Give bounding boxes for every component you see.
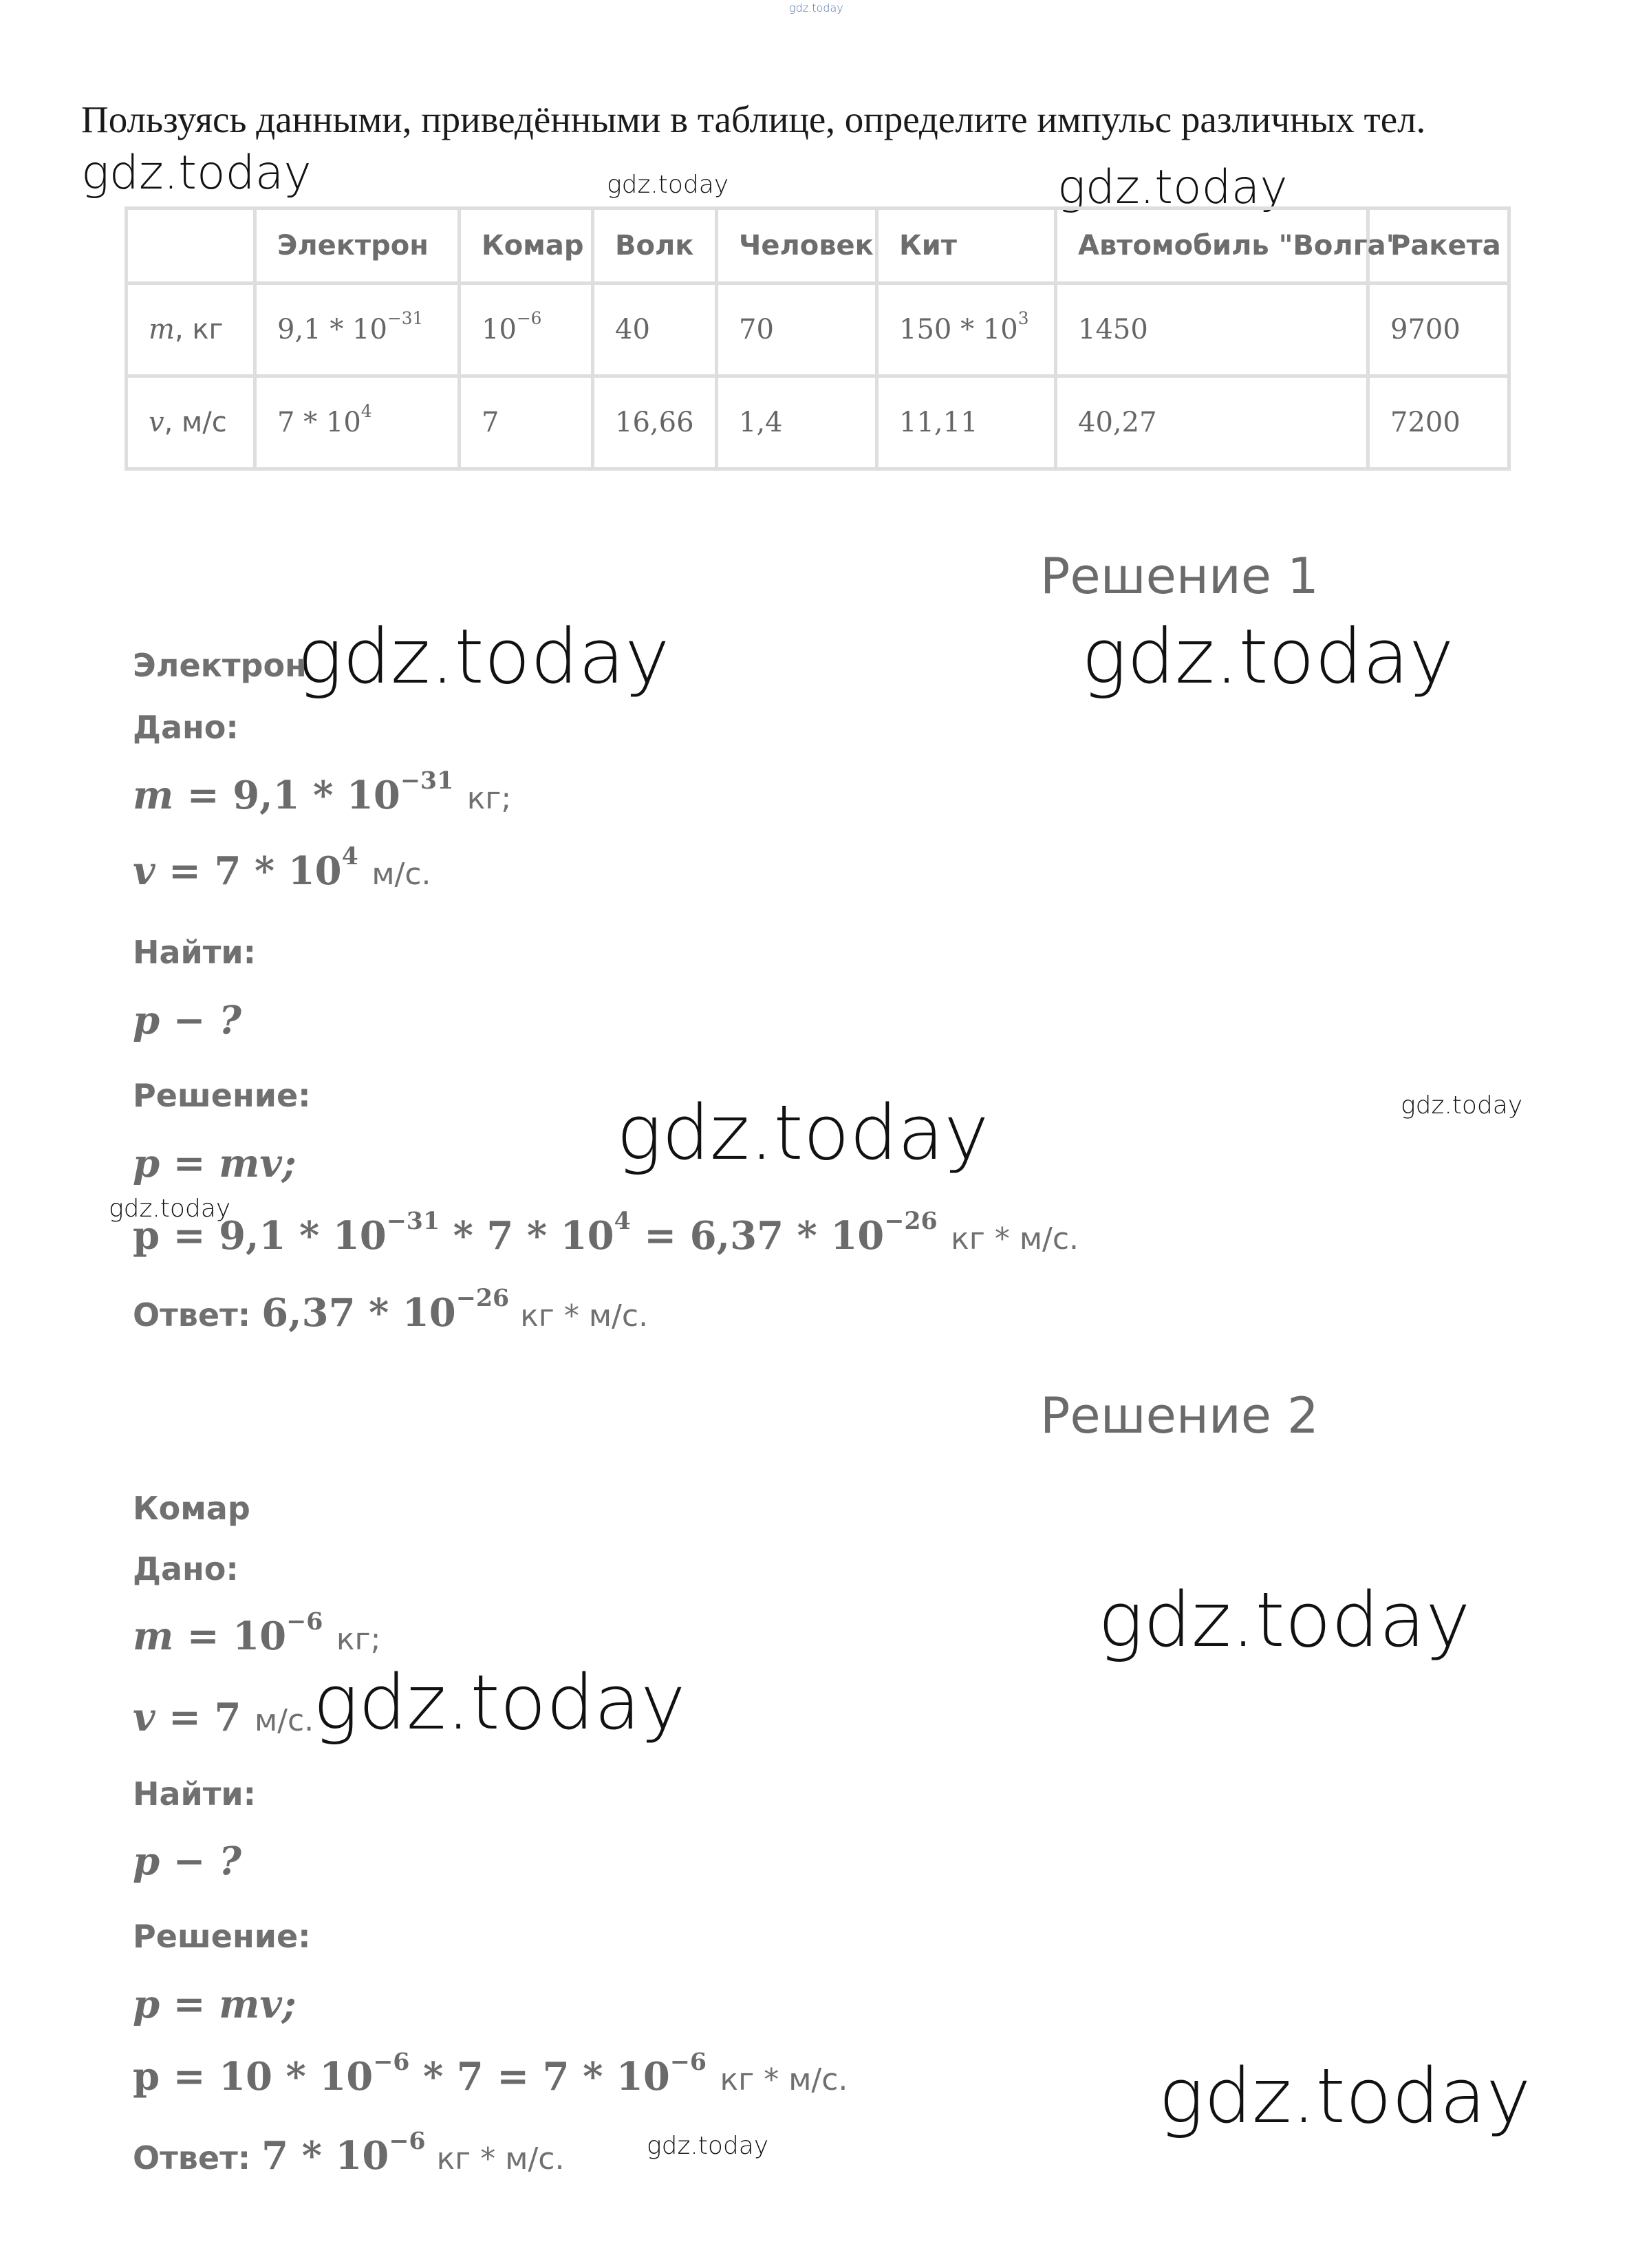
table-cell: 11,11 [877, 376, 1056, 469]
body-name: Комар [133, 1490, 250, 1527]
body-name: Электрон [133, 647, 307, 684]
table-cell: $10^{-6}$ [460, 284, 593, 376]
solution-label: Решение: [133, 1077, 311, 1114]
find-value: p − ? [133, 998, 241, 1043]
table-header-cell: Электрон [255, 208, 460, 284]
table-header-row [127, 208, 1509, 284]
table-header-cell: Кит [877, 208, 1056, 284]
watermark-text: gdz.today [616, 1089, 989, 1177]
given-label: Дано: [133, 709, 239, 746]
watermark-text: gdz.today [1057, 160, 1288, 215]
watermark-text: gdz.today [647, 2132, 769, 2160]
watermark-text: gdz.today [109, 1195, 231, 1223]
table-cell: 16,66 [593, 376, 717, 469]
given-velocity: $v = 7 * 10^4$ м/с. [133, 842, 431, 894]
calculation: $p = 10 * 10^{-6} * 7 = 7 * 10^{-6}$ кг * м/с. [133, 2047, 848, 2099]
formula: p = mv; [133, 1982, 297, 2027]
find-value: p − ? [133, 1839, 241, 1884]
given-mass: $m = 10^{-6}$ кг; [133, 1607, 381, 1659]
table-row-mass [127, 284, 1509, 376]
table-cell: 9700 [1368, 284, 1509, 376]
table-cell: 40 [593, 284, 717, 376]
table-cell: 1,4 [717, 376, 877, 469]
find-label: Найти: [133, 1775, 257, 1812]
watermark-text: gdz.today [789, 1, 843, 14]
table-row-velocity [127, 376, 1509, 469]
table-header-cell: Волк [593, 208, 717, 284]
table-header-cell: Комар [460, 208, 593, 284]
watermark-text: gdz.today [1081, 612, 1454, 700]
answer: Ответ: $7 * 10^{-6}$ кг * м/с. [133, 2126, 565, 2179]
find-label: Найти: [133, 934, 257, 971]
table-header-cell: Автомобиль "Волга" [1056, 208, 1368, 284]
solution-label: Решение: [133, 1918, 311, 1955]
table-header-cell: Человек [717, 208, 877, 284]
data-table [125, 206, 1511, 471]
watermark-text: gdz.today [313, 1658, 686, 1746]
given-velocity: v = 7 м/с. [133, 1695, 314, 1740]
task-statement: Пользуясь данными, приведёнными в таблице, определите импульс различных тел. [81, 98, 1426, 140]
table-header-cell [127, 208, 255, 284]
given-label: Дано: [133, 1550, 239, 1587]
table-cell: 7 [460, 376, 593, 469]
watermark-text: gdz.today [1098, 1576, 1471, 1664]
row-label-mass: m, кг [127, 284, 255, 376]
given-mass: $m = 9,1 * 10^{-31}$ кг; [133, 766, 512, 818]
watermark-text: gdz.today [607, 171, 729, 199]
calculation: $p = 9,1 * 10^{-31} * 7 * 10^4 = 6,37 * 10^{-26}$ кг * м/с. [133, 1206, 1079, 1259]
watermark-text: gdz.today [297, 612, 670, 700]
table-cell: 7200 [1368, 376, 1509, 469]
table-header-cell: Ракета [1368, 208, 1509, 284]
watermark-text: gdz.today [1159, 2052, 1531, 2140]
solution-title: Решение 2 [1040, 1387, 1319, 1444]
table-cell: $150 * 10^3$ [877, 284, 1056, 376]
answer: Ответ: $6,37 * 10^{-26}$ кг * м/с. [133, 1283, 649, 1336]
formula: p = mv; [133, 1141, 297, 1186]
watermark-text: gdz.today [81, 146, 312, 200]
table-cell: $9,1 * 10^{-31}$ [255, 284, 460, 376]
table-cell: 1450 [1056, 284, 1368, 376]
solution-title: Решение 1 [1040, 547, 1319, 605]
table-cell: $7 * 10^4$ [255, 376, 460, 469]
watermark-text: gdz.today [1401, 1091, 1523, 1120]
table-cell: 40,27 [1056, 376, 1368, 469]
table-cell: 70 [717, 284, 877, 376]
row-label-velocity: v, м/с [127, 376, 255, 469]
